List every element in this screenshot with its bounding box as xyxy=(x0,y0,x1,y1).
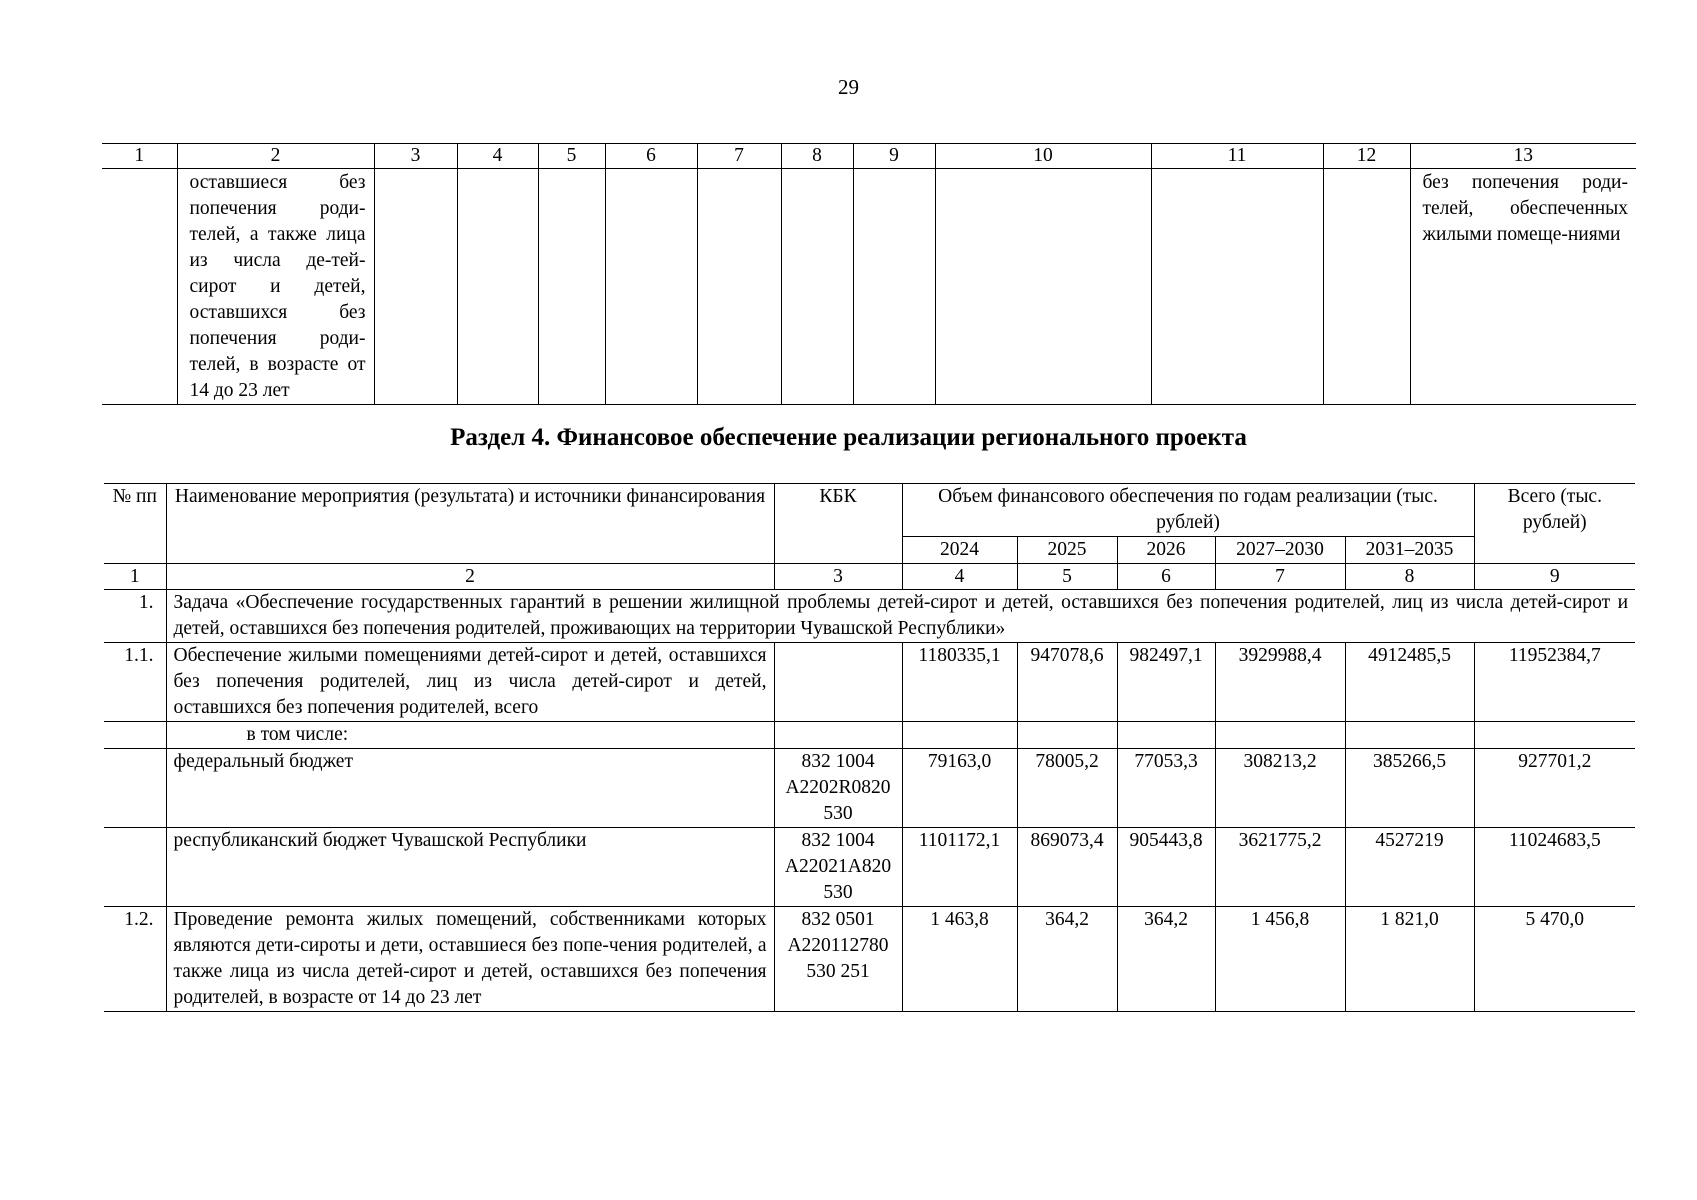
table-cell xyxy=(935,169,1151,405)
value-2024: 1180335,1 xyxy=(902,643,1017,722)
column-number: 1 xyxy=(104,564,166,590)
value-2025: 78005,2 xyxy=(1017,749,1117,828)
row-kbk: 832 1004 A2202R0820 530 xyxy=(774,749,902,828)
task-row xyxy=(104,590,1635,643)
header-year: 2024 xyxy=(902,537,1017,564)
row-kbk: 832 1004 A22021A820 530 xyxy=(774,828,902,907)
continuation-col13-text: без попечения роди-телей, обеспеченных жилыми помеще-ниями xyxy=(1410,169,1636,405)
row-kbk xyxy=(774,643,902,722)
task-text: Задача «Обеспечение государственных гарантий в решении жилищной проблемы детей-сирот и детей, оставшихся без попечения родителей, лиц из числа детей-сирот и детей, оставшихся без попечения родителей, проживающих на территории Чувашской Республики» xyxy=(166,590,1635,643)
value-2031-2035 xyxy=(1345,722,1474,749)
value-total: 927701,2 xyxy=(1474,749,1635,828)
row-name: в том числе: xyxy=(166,722,774,749)
table-cell xyxy=(605,169,697,405)
column-number: 4 xyxy=(902,564,1017,590)
value-2025 xyxy=(1017,722,1117,749)
value-2026: 364,2 xyxy=(1117,907,1215,1012)
table-cell xyxy=(1323,169,1410,405)
table-cell xyxy=(102,169,177,405)
column-number: 9 xyxy=(853,144,935,169)
table-cell xyxy=(781,169,853,405)
table-cell xyxy=(1151,169,1323,405)
value-2026: 77053,3 xyxy=(1117,749,1215,828)
header-name: Наименование мероприятия (результата) и источники финансирования xyxy=(166,484,774,564)
value-2031-2035: 4912485,5 xyxy=(1345,643,1474,722)
table-row xyxy=(104,749,1635,828)
row-name: Обеспечение жилыми помещениями детей-сирот и детей, оставшихся без попечения родителей, лиц из числа детей-сирот и детей, оставшихся без попечения родителей, всего xyxy=(166,643,774,722)
header-year: 2026 xyxy=(1117,537,1215,564)
column-number: 11 xyxy=(1151,144,1323,169)
header-row xyxy=(104,484,1635,537)
column-numbers-row xyxy=(104,564,1635,590)
header-number: № пп xyxy=(104,484,166,564)
column-number: 2 xyxy=(177,144,374,169)
header-total: Всего (тыс. рублей) xyxy=(1474,484,1635,564)
row-name: Проведение ремонта жилых помещений, собственниками которых являются дети-сироты и дети, оставшиеся без попе-чения родителей, а также лица из числа детей-сирот и детей, оставшихся без попечения родителей, в возрасте от 14 до 23 лет xyxy=(166,907,774,1012)
row-kbk: 832 0501 A220112780 530 251 xyxy=(774,907,902,1012)
column-number: 6 xyxy=(1117,564,1215,590)
value-2031-2035: 1 821,0 xyxy=(1345,907,1474,1012)
table-cell xyxy=(457,169,538,405)
value-2024: 1101172,1 xyxy=(902,828,1017,907)
column-number: 4 xyxy=(457,144,538,169)
value-2031-2035: 4527219 xyxy=(1345,828,1474,907)
page-number: 29 xyxy=(838,75,859,99)
value-2027-2030: 3621775,2 xyxy=(1215,828,1345,907)
value-2026: 982497,1 xyxy=(1117,643,1215,722)
value-2024 xyxy=(902,722,1017,749)
continuation-table xyxy=(102,143,1636,405)
value-2027-2030: 1 456,8 xyxy=(1215,907,1345,1012)
value-2031-2035: 385266,5 xyxy=(1345,749,1474,828)
column-number: 9 xyxy=(1474,564,1635,590)
column-number: 13 xyxy=(1410,144,1636,169)
header-kbk: КБК xyxy=(774,484,902,564)
column-number: 10 xyxy=(935,144,1151,169)
row-number xyxy=(104,722,166,749)
value-2027-2030: 308213,2 xyxy=(1215,749,1345,828)
continuation-row xyxy=(102,169,1636,405)
column-number: 6 xyxy=(605,144,697,169)
value-total: 5 470,0 xyxy=(1474,907,1635,1012)
table-row xyxy=(104,643,1635,722)
row-number: 1.1. xyxy=(104,643,166,722)
header-year: 2025 xyxy=(1017,537,1117,564)
table-cell xyxy=(697,169,781,405)
column-number: 8 xyxy=(1345,564,1474,590)
header-volume: Объем финансового обеспечения по годам реализации (тыс. рублей) xyxy=(902,484,1474,537)
table-cell xyxy=(853,169,935,405)
column-number: 5 xyxy=(1017,564,1117,590)
table-row xyxy=(104,907,1635,1012)
value-2025: 869073,4 xyxy=(1017,828,1117,907)
table-cell xyxy=(374,169,457,405)
column-number: 3 xyxy=(374,144,457,169)
row-number: 1.2. xyxy=(104,907,166,1012)
value-2024: 1 463,8 xyxy=(902,907,1017,1012)
row-number xyxy=(104,828,166,907)
value-2025: 364,2 xyxy=(1017,907,1117,1012)
value-2025: 947078,6 xyxy=(1017,643,1117,722)
column-number: 8 xyxy=(781,144,853,169)
section-title: Раздел 4. Финансовое обеспечение реализации регионального проекта xyxy=(450,424,1247,451)
row-name: федеральный бюджет xyxy=(166,749,774,828)
value-2027-2030 xyxy=(1215,722,1345,749)
financing-table xyxy=(104,483,1635,1012)
row-name: республиканский бюджет Чувашской Республики xyxy=(166,828,774,907)
column-number: 2 xyxy=(166,564,774,590)
column-number: 1 xyxy=(102,144,177,169)
continuation-col2-text: оставшиеся без попечения роди-телей, а также лица из числа де-тей-сирот и детей, оставшихся без попечения роди-телей, в возрасте от 14 до 23 лет xyxy=(177,169,374,405)
continuation-header-row xyxy=(102,144,1636,169)
column-number: 3 xyxy=(774,564,902,590)
header-year: 2031–2035 xyxy=(1345,537,1474,564)
column-number: 5 xyxy=(538,144,605,169)
column-number: 12 xyxy=(1323,144,1410,169)
column-number: 7 xyxy=(697,144,781,169)
value-total xyxy=(1474,722,1635,749)
column-number: 7 xyxy=(1215,564,1345,590)
value-total: 11952384,7 xyxy=(1474,643,1635,722)
row-kbk xyxy=(774,722,902,749)
value-2026: 905443,8 xyxy=(1117,828,1215,907)
row-number: 1. xyxy=(104,590,166,643)
value-total: 11024683,5 xyxy=(1474,828,1635,907)
value-2024: 79163,0 xyxy=(902,749,1017,828)
row-number xyxy=(104,749,166,828)
value-2026 xyxy=(1117,722,1215,749)
table-cell xyxy=(538,169,605,405)
table-row xyxy=(104,722,1635,749)
header-year: 2027–2030 xyxy=(1215,537,1345,564)
value-2027-2030: 3929988,4 xyxy=(1215,643,1345,722)
table-row xyxy=(104,828,1635,907)
